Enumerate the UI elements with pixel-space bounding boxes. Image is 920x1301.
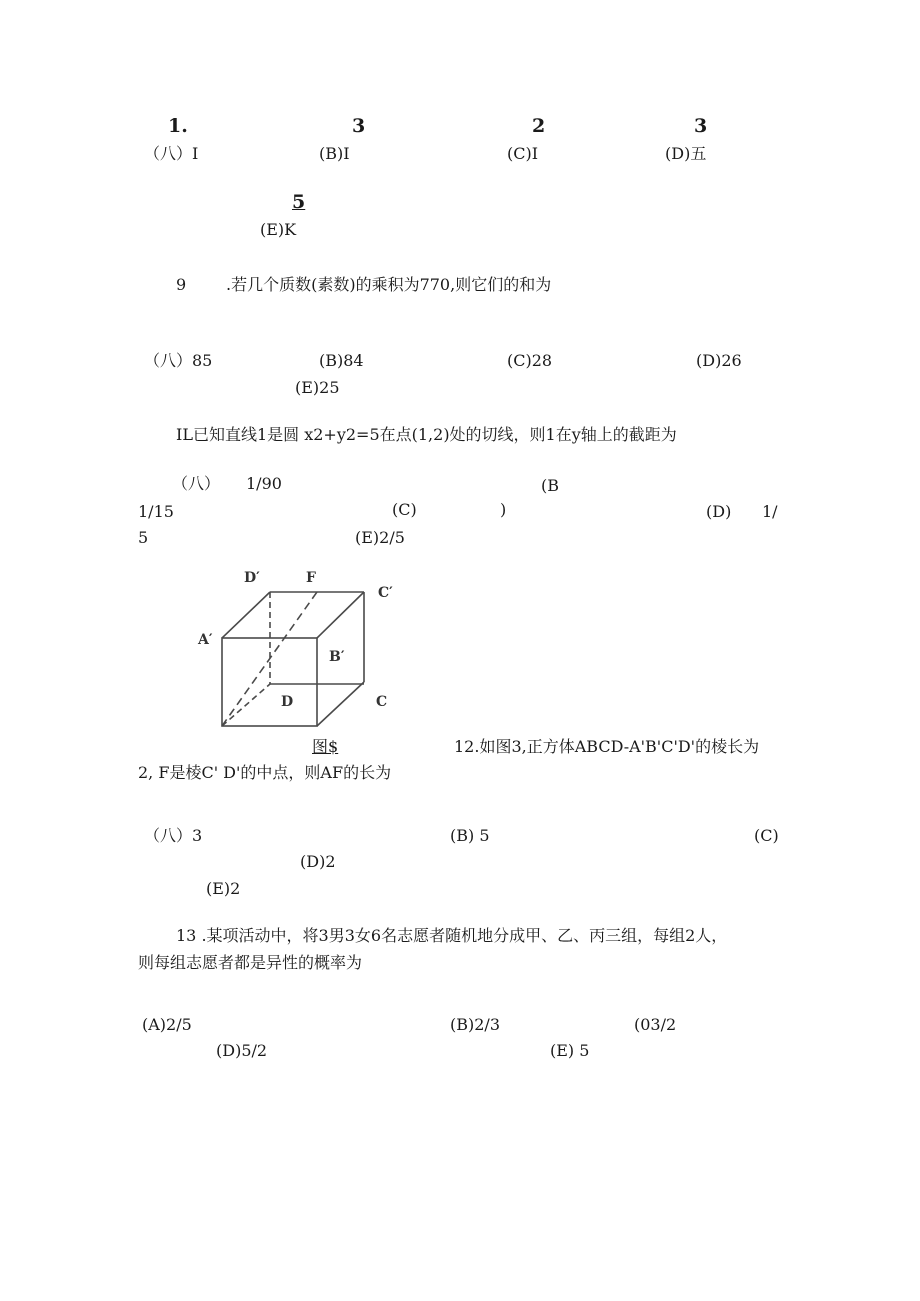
q8-option-d: (D)五 bbox=[665, 144, 707, 163]
q11-option-d-label: (D) bbox=[706, 502, 732, 521]
label-c: C bbox=[376, 694, 388, 710]
q8-value-e: 5 bbox=[292, 191, 306, 213]
q8-option-a: （八）I bbox=[144, 144, 199, 163]
label-f: F bbox=[306, 570, 316, 586]
q9-option-c: (C)28 bbox=[507, 351, 553, 370]
q8-value-b: 3 bbox=[352, 115, 366, 137]
q12-option-a: （八）3 bbox=[144, 826, 203, 845]
q9-option-e: (E)25 bbox=[295, 378, 340, 397]
figure-caption: 图$ bbox=[312, 737, 339, 756]
q13-line2: 则每组志愿者都是异性的概率为 bbox=[138, 953, 363, 972]
q9-question: .若几个质数(素数)的乘积为770,则它们的和为 bbox=[226, 275, 552, 294]
label-d-prime: D′ bbox=[244, 570, 260, 586]
q9-option-b: (B)84 bbox=[319, 351, 364, 370]
q11-paren: ) bbox=[500, 500, 507, 519]
q9-number: 9 bbox=[176, 275, 187, 294]
cube-edge-bottom-right bbox=[317, 682, 364, 726]
cube-hidden-diagonal bbox=[222, 684, 270, 726]
q12-option-c: (C) bbox=[754, 826, 779, 845]
q11-option-b-label: (B bbox=[541, 476, 559, 495]
q9-option-d: (D)26 bbox=[696, 351, 742, 370]
q12-line2: 2, F是棱C' D'的中点，则AF的长为 bbox=[138, 763, 392, 782]
label-d: D bbox=[281, 694, 294, 710]
cube-edge-top-right bbox=[317, 592, 364, 638]
q8-value-a: 1. bbox=[168, 115, 188, 137]
q11-option-a-label: （八） bbox=[172, 474, 221, 493]
q12-option-e: (E)2 bbox=[206, 879, 241, 898]
label-a-prime: A′ bbox=[198, 632, 213, 648]
q13-option-c: (03/2 bbox=[634, 1015, 677, 1034]
q13-option-b: (B)2/3 bbox=[450, 1015, 500, 1034]
label-c-prime: C′ bbox=[378, 585, 393, 601]
q8-option-e: (E)K bbox=[260, 220, 297, 239]
q8-value-d: 3 bbox=[694, 115, 708, 137]
q9-option-a: （八）85 bbox=[144, 351, 213, 370]
q12-option-b: (B) 5 bbox=[450, 826, 490, 845]
q13-option-d: (D)5/2 bbox=[216, 1041, 268, 1060]
q8-option-b: (B)I bbox=[319, 144, 350, 163]
q13-line1: 13 .某项活动中，将3男3女6名志愿者随机地分成甲、乙、丙三组，每组2人， bbox=[176, 926, 728, 945]
q11-option-b-value: 1/15 bbox=[138, 502, 174, 521]
q8-option-c: (C)I bbox=[507, 144, 539, 163]
q13-option-e: (E) 5 bbox=[550, 1041, 590, 1060]
label-b-prime: B′ bbox=[329, 649, 345, 665]
q12-option-d: (D)2 bbox=[300, 852, 336, 871]
q11-option-d-value-cont: 5 bbox=[138, 528, 149, 547]
q11-option-e: (E)2/5 bbox=[355, 528, 405, 547]
cube-edge-top-left bbox=[222, 592, 270, 638]
q11-question: IL已知直线1是圆 x2+y2=5在点(1,2)处的切线，则1在y轴上的截距为 bbox=[176, 425, 677, 444]
q11-option-d-value: 1/ bbox=[762, 502, 778, 521]
q11-option-c-label: (C) bbox=[392, 500, 417, 519]
cube-figure bbox=[192, 566, 422, 736]
q8-value-c: 2 bbox=[532, 115, 546, 137]
q13-option-a: (A)2/5 bbox=[142, 1015, 192, 1034]
q12-line1: 12.如图3,正方体ABCD-A'B'C'D'的棱长为 bbox=[454, 737, 760, 756]
q11-option-a-value: 1/90 bbox=[246, 474, 282, 493]
